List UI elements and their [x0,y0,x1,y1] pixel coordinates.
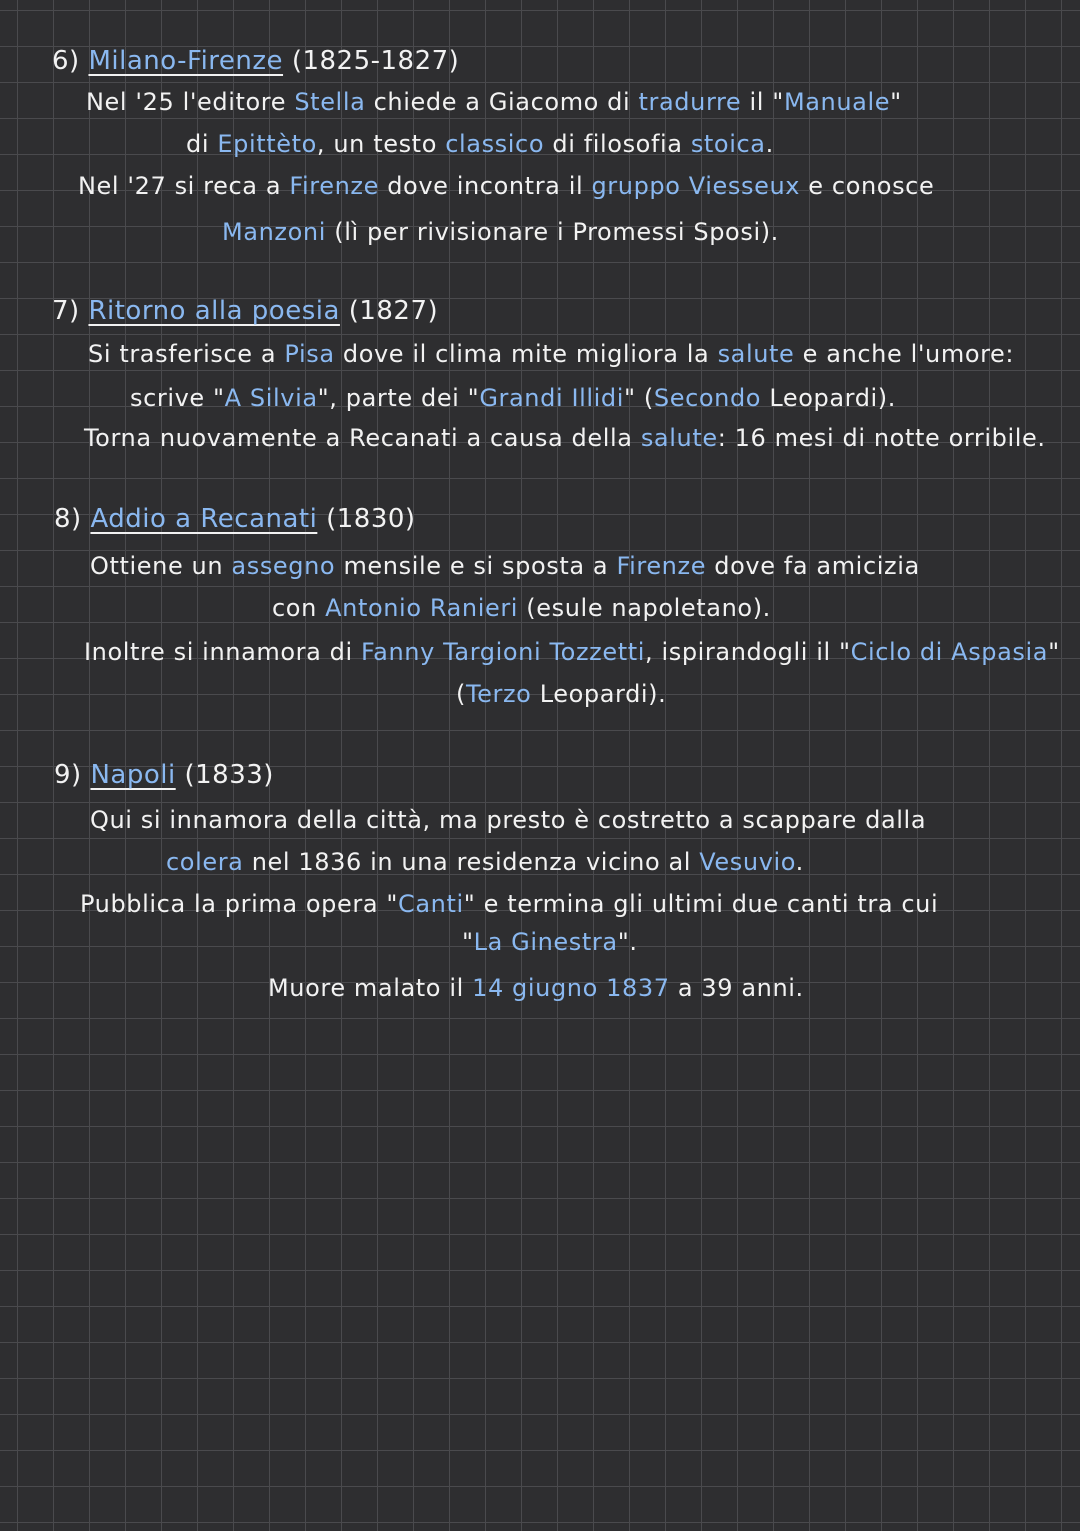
text-segment: " [890,88,902,116]
section-title: Ritorno alla poesia [88,296,340,326]
highlighted-text: Fanny Targioni Tozzetti [360,638,645,666]
text-line [80,888,938,920]
section-title: Napoli [90,760,176,790]
highlighted-text: Manuale [783,88,891,116]
text-segment: di [186,130,218,158]
text-segment: Qui si innamora della città, ma presto è costretto a scappare dalla [90,806,927,834]
section-number: 6) [52,46,80,76]
highlighted-text: Secondo [653,384,762,412]
highlighted-text: La Ginestra [473,928,618,956]
highlighted-text: assegno [231,552,336,580]
section-heading [54,760,274,790]
text-segment: scrive " [130,384,225,412]
text-segment: Muore malato il [268,974,473,1002]
section-heading [54,504,416,534]
text-segment: Leopardi). [531,680,667,708]
text-line [462,926,638,958]
highlighted-text: Terzo [465,680,532,708]
text-segment: mensile e si sposta a [335,552,617,580]
text-segment: " [462,928,474,956]
highlighted-text: salute [717,340,795,368]
highlighted-text: Vesuvio [699,848,796,876]
highlighted-text: Pisa [284,340,335,368]
text-segment: e conosce [800,172,935,200]
text-line [456,678,666,710]
section-dates: (1833) [184,760,274,790]
text-line [90,804,926,836]
highlighted-text: Firenze [289,172,379,200]
text-segment: Inoltre si innamora di [84,638,361,666]
text-segment: . [765,130,774,158]
text-segment: Torna nuovamente a Recanati a causa della [84,424,641,452]
text-segment: dove fa amicizia [706,552,920,580]
text-segment: Si trasferisce a [88,340,285,368]
text-line [272,592,771,624]
text-segment: con [272,594,326,622]
text-line [186,128,774,160]
section-number: 9) [54,760,82,790]
highlighted-text: A Silvia [224,384,318,412]
text-segment: nel 1836 in una residenza vicino al [243,848,700,876]
text-segment: chiede a Giacomo di [365,88,639,116]
highlighted-text: Manzoni [222,218,326,246]
text-segment: Pubblica la prima opera " [80,890,399,918]
text-line [78,170,934,202]
text-segment: ", parte dei " [317,384,480,412]
text-segment: " e termina gli ultimi due canti tra cui [463,890,939,918]
section-title: Milano-Firenze [88,46,284,76]
text-segment: ". [617,928,638,956]
highlighted-text: gruppo Viesseux [591,172,801,200]
text-segment: ( [456,680,466,708]
highlighted-text: Epittèto [217,130,317,158]
text-line [84,636,1060,668]
highlighted-text: Firenze [616,552,707,580]
text-line [88,338,1014,370]
text-segment: dove il clima mite migliora la [334,340,718,368]
text-segment: il " [741,88,784,116]
highlighted-text: Antonio Ranieri [325,594,519,622]
text-segment: di filosofia [544,130,691,158]
text-line [84,422,1046,454]
text-line [130,382,896,414]
text-segment: (esule napoletano). [518,594,771,622]
text-line [90,550,920,582]
section-number: 8) [54,504,82,534]
text-segment: a 39 anni. [669,974,804,1002]
section-dates: (1825-1827) [291,46,460,76]
text-segment: Nel '27 si reca a [78,172,290,200]
section-dates: (1830) [326,504,416,534]
text-segment: Leopardi). [761,384,897,412]
highlighted-text: stoica [690,130,766,158]
text-segment: " [1048,638,1060,666]
text-segment: dove incontra il [378,172,592,200]
highlighted-text: Stella [294,88,366,116]
section-heading [52,46,459,76]
text-segment: e anche l'umore: [794,340,1015,368]
text-line [86,86,902,118]
highlighted-text: Grandi Illidi [479,384,625,412]
text-line [268,972,804,1004]
text-line [166,846,804,878]
text-segment: (lì per rivisionare i Promessi Sposi). [326,218,779,246]
text-segment: , un testo [316,130,446,158]
text-segment: Ottiene un [90,552,232,580]
highlighted-text: tradurre [638,88,742,116]
text-segment: , ispirandogli il " [645,638,851,666]
highlighted-text: Ciclo di Aspasia [850,638,1049,666]
highlighted-text: 14 giugno 1837 [472,974,670,1002]
text-segment: : 16 mesi di notte orribile. [717,424,1046,452]
highlighted-text: Canti [398,890,464,918]
highlighted-text: classico [445,130,545,158]
section-number: 7) [52,296,80,326]
section-dates: (1827) [348,296,439,326]
section-title: Addio a Recanati [90,504,318,534]
highlighted-text: colera [166,848,244,876]
section-heading [52,296,438,326]
text-segment: Nel '25 l'editore [86,88,295,116]
text-segment: " ( [624,384,654,412]
text-line [222,216,779,248]
highlighted-text: salute [640,424,718,452]
text-segment: . [795,848,804,876]
